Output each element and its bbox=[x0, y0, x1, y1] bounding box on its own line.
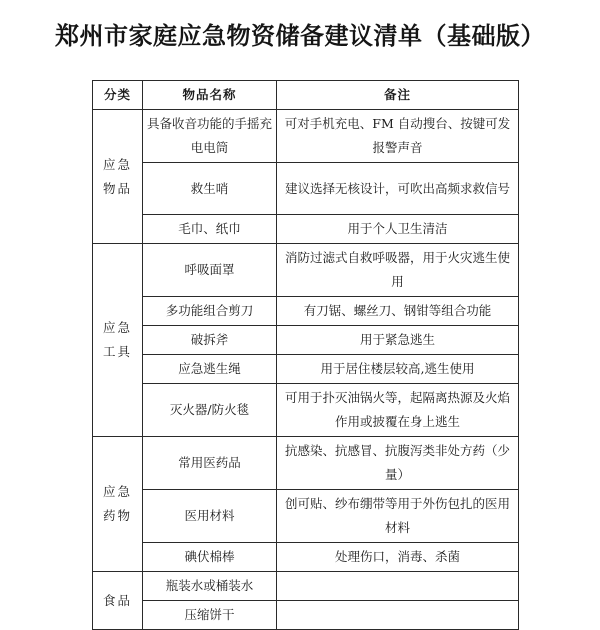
header-note: 备注 bbox=[277, 81, 519, 110]
table-row bbox=[93, 437, 519, 490]
item-name-cell: 多功能组合剪刀 bbox=[143, 297, 277, 326]
table-row bbox=[93, 543, 519, 572]
table-row bbox=[93, 355, 519, 384]
table-row bbox=[93, 244, 519, 297]
document-title: 郑州市家庭应急物资储备建议清单（基础版） bbox=[55, 21, 545, 50]
header-item-name: 物品名称 bbox=[143, 81, 277, 110]
item-name-cell: 呼吸面罩 bbox=[143, 244, 277, 297]
table-row bbox=[93, 490, 519, 543]
table-row bbox=[93, 110, 519, 163]
item-note-cell bbox=[277, 601, 519, 630]
table-row bbox=[93, 601, 519, 630]
table-header-row bbox=[93, 81, 519, 110]
table-row bbox=[93, 384, 519, 437]
item-note-cell: 建议选择无核设计，可吹出高频求救信号 bbox=[277, 163, 519, 215]
item-name-cell: 常用医药品 bbox=[143, 437, 277, 490]
item-name-cell: 救生哨 bbox=[143, 163, 277, 215]
item-name-cell: 灭火器/防火毯 bbox=[143, 384, 277, 437]
item-name-cell: 医用材料 bbox=[143, 490, 277, 543]
table-row bbox=[93, 297, 519, 326]
item-note-cell: 用于紧急逃生 bbox=[277, 326, 519, 355]
item-name-cell: 应急逃生绳 bbox=[143, 355, 277, 384]
table-row bbox=[93, 163, 519, 215]
item-note-cell: 有刀锯、螺丝刀、钢钳等组合功能 bbox=[277, 297, 519, 326]
item-name-cell: 碘伏棉棒 bbox=[143, 543, 277, 572]
category-cell: 应急物品 bbox=[93, 110, 143, 244]
item-note-cell: 可用于扑灭油锅火等，起隔离热源及火焰作用或披覆在身上逃生 bbox=[277, 384, 519, 437]
item-note-cell: 用于个人卫生清洁 bbox=[277, 215, 519, 244]
item-note-cell bbox=[277, 572, 519, 601]
item-note-cell: 消防过滤式自救呼吸器，用于火灾逃生使用 bbox=[277, 244, 519, 297]
item-note-cell: 创可贴、纱布绷带等用于外伤包扎的医用材料 bbox=[277, 490, 519, 543]
header-category: 分类 bbox=[93, 81, 143, 110]
table-row bbox=[93, 572, 519, 601]
supplies-table bbox=[92, 80, 519, 630]
item-name-cell: 瓶装水或桶装水 bbox=[143, 572, 277, 601]
item-name-cell: 毛巾、纸巾 bbox=[143, 215, 277, 244]
item-note-cell: 可对手机充电、FM 自动搜台、按键可发报警声音 bbox=[277, 110, 519, 163]
table-row bbox=[93, 326, 519, 355]
item-note-cell: 用于居住楼层较高,逃生使用 bbox=[277, 355, 519, 384]
item-note-cell: 处理伤口，消毒、杀菌 bbox=[277, 543, 519, 572]
table-row bbox=[93, 215, 519, 244]
item-name-cell: 压缩饼干 bbox=[143, 601, 277, 630]
item-note-cell: 抗感染、抗感冒、抗腹泻类非处方药（少量） bbox=[277, 437, 519, 490]
category-cell: 应急工具 bbox=[93, 244, 143, 437]
item-name-cell: 破拆斧 bbox=[143, 326, 277, 355]
item-name-cell: 具备收音功能的手摇充电电筒 bbox=[143, 110, 277, 163]
category-cell: 食品 bbox=[93, 572, 143, 630]
category-cell: 应急药物 bbox=[93, 437, 143, 572]
